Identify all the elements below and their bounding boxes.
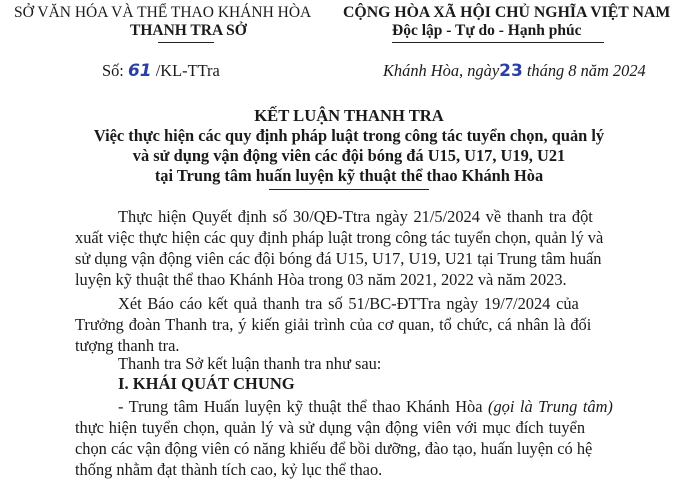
issuing-department: SỞ VĂN HÓA VÀ THỂ THAO KHÁNH HÒA (14, 4, 312, 21)
document-number (102, 61, 220, 81)
title-subject-line-3: tại Trung tâm huấn luyện kỹ thuật thể thao Khánh Hòa (154, 166, 544, 185)
section-1-heading: I. KHÁI QUÁT CHUNG (118, 374, 295, 393)
paragraph-2-line-1: Xét Báo cáo kết quả thanh tra số 51/BC-ĐTTra ngày 19/7/2024 của (118, 294, 579, 313)
paragraph-1-line-3: sử dụng vận động viên các đội bóng đá U15, U17, U19, U21 tại Trung tâm huấn (75, 249, 602, 268)
title-underline (269, 189, 429, 190)
issue-date (383, 61, 646, 81)
issuing-unit: THANH TRA SỞ (130, 22, 247, 39)
issue-date-place: Khánh Hòa, ngày (383, 61, 500, 80)
document-number-prefix: Số: (102, 61, 128, 80)
title-subject-line-2: và sử dụng vận động viên các đội bóng đá U15, U17, U19, U21 (132, 146, 566, 165)
issue-date-day-handwritten: 23 (499, 61, 523, 81)
document-number-suffix: /KL-TTra (151, 61, 220, 80)
paragraph-4-italic-note: (gọi là Trung tâm) (488, 397, 613, 416)
national-title: CỘNG HÒA XÃ HỘI CHỦ NGHĨA VIỆT NAM (343, 4, 671, 21)
paragraph-1-line-1: Thực hiện Quyết định số 30/QĐ-Ttra ngày 21/5/2024 về thanh tra đột (118, 207, 593, 226)
title-subject-line-1: Việc thực hiện các quy định pháp luật trong công tác tuyển chọn, quản lý (93, 126, 605, 145)
paragraph-4-line-1 (118, 397, 613, 417)
issuing-unit-underline (158, 42, 214, 43)
paragraph-2-line-3: tượng thanh tra. (75, 336, 180, 355)
national-motto-underline (392, 42, 604, 43)
national-motto: Độc lập - Tự do - Hạnh phúc (392, 22, 582, 39)
paragraph-1-line-2: xuất việc thực hiện các quy định pháp luật trong công tác tuyển chọn, quản lý và (75, 228, 604, 247)
paragraph-3: Thanh tra Sở kết luận thanh tra như sau: (118, 354, 382, 373)
paragraph-2-line-2: Trưởng đoàn Thanh tra, ý kiến giải trình của cơ quan, tổ chức, cá nhân là đối (75, 315, 592, 334)
document-title: KẾT LUẬN THANH TRA (254, 106, 444, 125)
document-number-handwritten: 61 (127, 61, 152, 81)
paragraph-4-start: - Trung tâm Huấn luyện kỹ thuật thể thao Khánh Hòa (118, 397, 489, 416)
paragraph-4-line-3: chọn các vận động viên có năng khiếu để bồi dưỡng, đào tạo, huấn luyện có hệ (75, 439, 593, 458)
paragraph-4-line-2: thực hiện tuyển chọn, quản lý và sử dụng vận động viên với mục đích tuyển (75, 418, 586, 437)
paragraph-1-line-4: luyện kỹ thuật thể thao Khánh Hòa trong 03 năm 2021, 2022 và năm 2023. (75, 270, 567, 289)
paragraph-4-line-4: thống nhằm đạt thành tích cao, kỷ lục thể thao. (75, 460, 383, 479)
issue-date-rest: tháng 8 năm 2024 (522, 61, 646, 80)
